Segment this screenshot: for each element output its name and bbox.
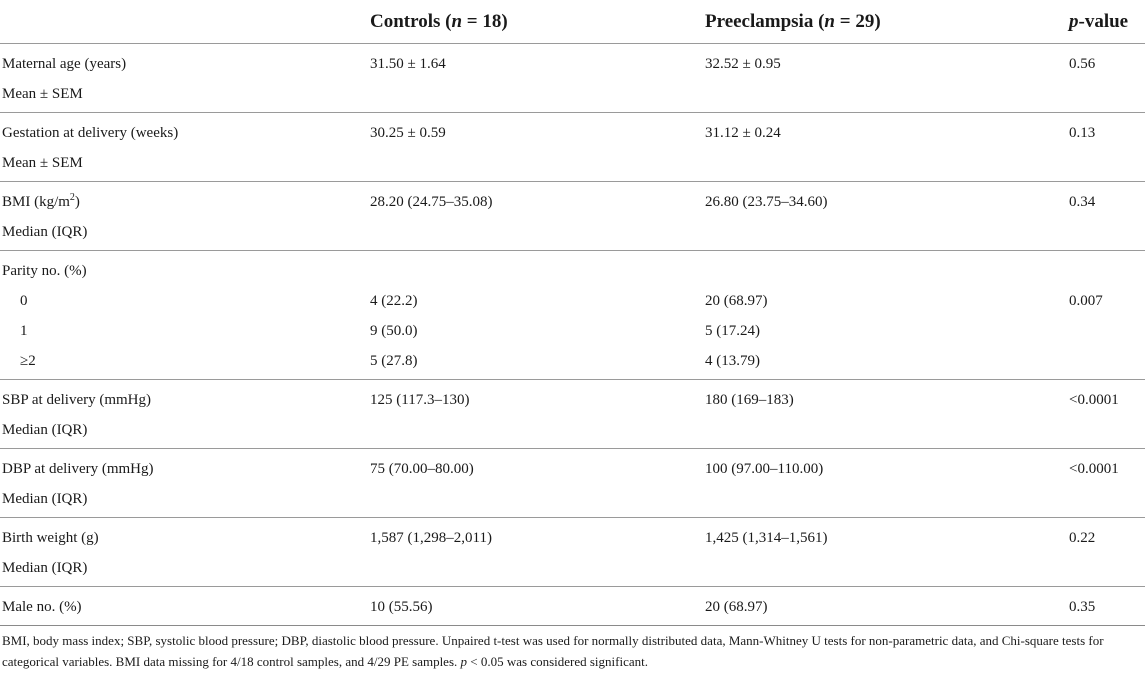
cell-pvalue (1069, 251, 1145, 380)
cell-label (0, 449, 370, 518)
cell-preeclampsia (705, 251, 1069, 380)
cell-label (0, 380, 370, 449)
cell-preeclampsia (705, 449, 1069, 518)
row-label: Birth weight (g) (2, 530, 99, 546)
table-body (0, 44, 1145, 626)
row-label: Male no. (%) (2, 599, 82, 615)
spacer (370, 256, 705, 286)
bmi-label-post: ) (74, 194, 80, 210)
pe-value: 26.80 (23.75–34.60) (705, 194, 828, 210)
cell-label (0, 251, 370, 380)
p-value: <0.0001 (1069, 392, 1119, 408)
parity-sub-label: ≥2 (20, 353, 36, 369)
row-sbp (0, 380, 1145, 449)
cell-label (0, 113, 370, 182)
row-male (0, 587, 1145, 626)
controls-value: 9 (50.0) (370, 323, 418, 339)
pe-value: 5 (17.24) (705, 323, 760, 339)
controls-value: 30.25 ± 0.59 (370, 125, 446, 141)
spacer (1069, 256, 1145, 286)
row-label: Maternal age (years) (2, 56, 127, 72)
spacer (705, 256, 1069, 286)
cell-preeclampsia (705, 518, 1069, 587)
p-value: <0.0001 (1069, 461, 1119, 477)
row-sublabel: Median (IQR) (2, 491, 88, 507)
p-value (1069, 316, 1145, 346)
row-sublabel: Median (IQR) (2, 560, 88, 576)
row-sublabel: Median (IQR) (2, 422, 88, 438)
cell-controls (370, 251, 705, 380)
cell-preeclampsia (705, 113, 1069, 182)
controls-value: 5 (27.8) (370, 353, 418, 369)
pe-value: 1,425 (1,314–1,561) (705, 530, 828, 546)
row-sublabel: Mean ± SEM (2, 155, 83, 171)
pe-value: 180 (169–183) (705, 392, 794, 408)
row-maternal-age (0, 44, 1145, 113)
cell-pvalue (1069, 380, 1145, 449)
cell-preeclampsia (705, 380, 1069, 449)
header-controls (370, 0, 705, 44)
cell-preeclampsia (705, 44, 1069, 113)
cell-preeclampsia (705, 182, 1069, 251)
p-value: 0.007 (1069, 293, 1103, 309)
cell-pvalue (1069, 518, 1145, 587)
cell-preeclampsia (705, 587, 1069, 626)
header-pe-label: Preeclampsia ( (705, 10, 825, 32)
header-pvalue-p: p (1069, 10, 1079, 32)
row-sublabel: Mean ± SEM (2, 86, 83, 102)
pe-value: 4 (13.79) (705, 353, 760, 369)
table-header (0, 0, 1145, 44)
header-pvalue-rest: -value (1078, 10, 1129, 32)
row-gestation (0, 113, 1145, 182)
row-label: Parity no. (%) (2, 263, 87, 279)
cell-pvalue (1069, 587, 1145, 626)
p-value: 0.22 (1069, 530, 1096, 546)
controls-value: 1,587 (1,298–2,011) (370, 530, 492, 546)
cell-pvalue (1069, 449, 1145, 518)
controls-value: 10 (55.56) (370, 599, 433, 615)
pe-value: 20 (68.97) (705, 293, 768, 309)
cell-pvalue (1069, 113, 1145, 182)
header-controls-label: Controls ( (370, 10, 452, 32)
cell-controls (370, 380, 705, 449)
pe-value: 20 (68.97) (705, 599, 768, 615)
row-dbp (0, 449, 1145, 518)
controls-value: 31.50 ± 1.64 (370, 56, 446, 72)
p-value: 0.13 (1069, 125, 1096, 141)
cell-controls (370, 518, 705, 587)
parity-sub-label: 0 (20, 293, 28, 309)
row-label: SBP at delivery (mmHg) (2, 392, 152, 408)
cell-controls (370, 587, 705, 626)
row-bmi (0, 182, 1145, 251)
bmi-label-pre: BMI (kg/m (2, 194, 70, 210)
row-label: Gestation at delivery (weeks) (2, 125, 179, 141)
cell-controls (370, 182, 705, 251)
p-value (1069, 346, 1145, 376)
p-value: 0.35 (1069, 599, 1096, 615)
parity-sub-label: 1 (20, 323, 28, 339)
controls-value: 125 (117.3–130) (370, 392, 470, 408)
header-pvalue (1069, 0, 1145, 44)
pe-value: 32.52 ± 0.95 (705, 56, 781, 72)
cell-label (0, 518, 370, 587)
cell-controls (370, 113, 705, 182)
bmi-label-sup: 2 (69, 192, 75, 203)
row-sublabel: Median (IQR) (2, 224, 88, 240)
cell-controls (370, 449, 705, 518)
header-pe-n: n (824, 10, 835, 32)
footnote-text-end: < 0.05 was considered significant. (467, 654, 648, 669)
controls-value: 28.20 (24.75–35.08) (370, 194, 493, 210)
table-footnote (2, 630, 1142, 672)
cell-label (0, 587, 370, 626)
p-value: 0.56 (1069, 56, 1096, 72)
header-variable (0, 0, 370, 44)
header-row (0, 0, 1145, 44)
controls-value: 75 (70.00–80.00) (370, 461, 474, 477)
cell-label (0, 182, 370, 251)
p-value: 0.34 (1069, 194, 1096, 210)
cell-label (0, 44, 370, 113)
header-controls-count: = 18) (462, 10, 508, 32)
row-label (2, 187, 370, 217)
pe-value: 31.12 ± 0.24 (705, 125, 781, 141)
cell-pvalue (1069, 44, 1145, 113)
header-controls-n: n (451, 10, 463, 32)
header-pe-count: = 29) (835, 10, 881, 32)
row-birth-weight (0, 518, 1145, 587)
cell-pvalue (1069, 182, 1145, 251)
pe-value: 100 (97.00–110.00) (705, 461, 824, 477)
controls-value: 4 (22.2) (370, 293, 418, 309)
cell-controls (370, 44, 705, 113)
footnote-text: BMI, body mass index; SBP, systolic blood pressure; DBP, diastolic blood pressure. Unpaired t-test was used for normally distributed data, Mann-Whitney U tests for non-parametric data, and Chi-square tests for categorical variables. BMI data missing for 4/18 control samples, and 4/29 PE samples. (2, 633, 1104, 669)
header-preeclampsia (705, 0, 1069, 44)
row-label: DBP at delivery (mmHg) (2, 461, 154, 477)
footnote-p: p (460, 654, 468, 669)
row-parity (0, 251, 1145, 380)
